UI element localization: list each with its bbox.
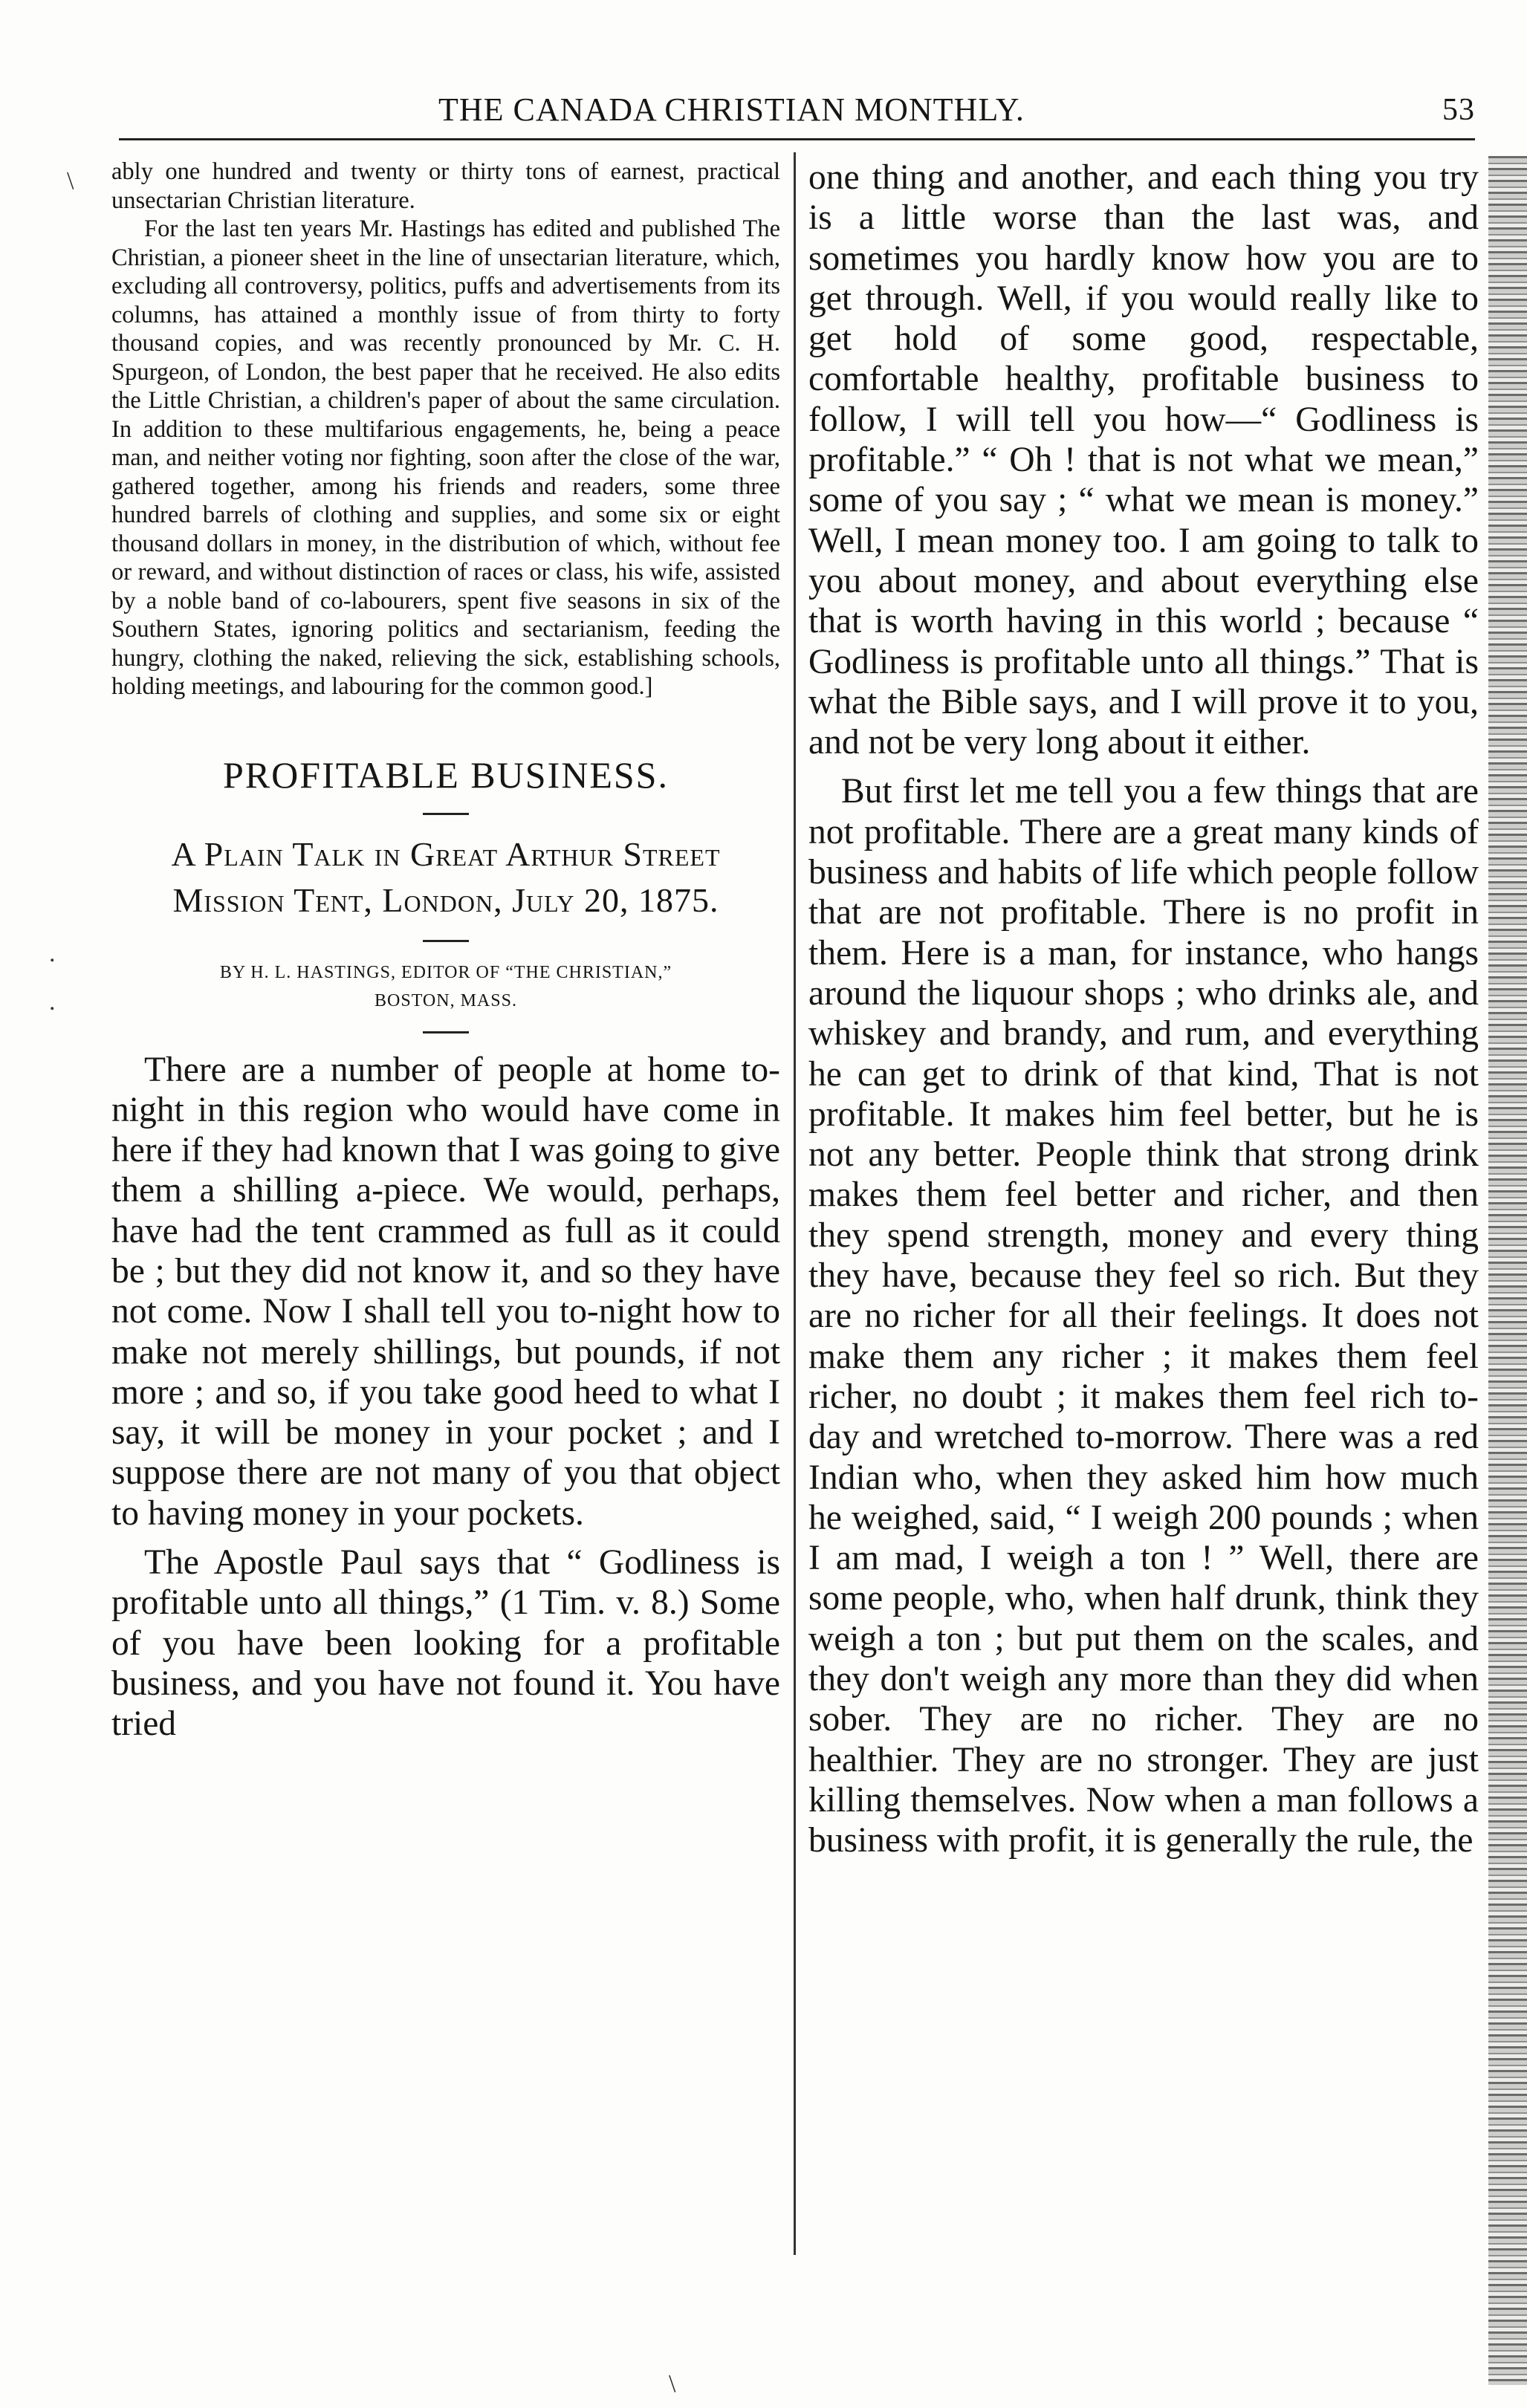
title-rule: [423, 813, 469, 815]
scanned-page-edge: [1488, 156, 1527, 2385]
header-rule: [119, 138, 1475, 140]
right-column: [808, 158, 1479, 1860]
intro-paragraph: For the last ten years Mr. Hastings has edited and published The Christian, a pioneer sheet in the line of unsectarian literature, which, excluding all controversy, politics, puffs and advertisements from its columns, has attained a monthly issue of from thirty to forty thousand copies, and was recently pronounced by Mr. C. H. Spurgeon, of London, the best paper that he received. He also edits the Little Christian, a children's paper of about the same circulation. In addition to these multifarious engagements, he, being a peace man, and neither voting nor fighting, soon after the close of the war, gathered together, among his friends and readers, some three hundred barrels of clothing and supplies, and some six or eight thousand dollars in money, in the distribution of which, without fee or reward, and without distinction of races or class, his wife, assisted by a noble band of co-labourers, spent five seasons in six of the Southern States, ignoring politics and sectarianism, feeding the hungry, clothing the naked, relieving the sick, establishing schools, holding meetings, and labouring for the common good.]: [111, 215, 780, 700]
left-column: [111, 158, 780, 1745]
page-number: 53: [1442, 93, 1475, 127]
margin-mark: .: [49, 940, 56, 967]
running-header: [119, 83, 1475, 135]
body-paragraph: The Apostle Paul says that “ Godliness is profitable unto all things,” (1 Tim. v. 8.) Some of you have been looking for a profitable business, and you have not found it. You have tried: [111, 1543, 780, 1744]
article-byline: BY H. L. HASTINGS, EDITOR OF “THE CHRISTIAN,”: [219, 962, 672, 982]
margin-mark: .: [49, 988, 56, 1016]
subtitle-rule: [423, 940, 469, 942]
intro-paragraph: ably one hundred and twenty or thirty tons of earnest, practical unsectarian Christian literature.: [111, 158, 780, 214]
column-divider: [794, 152, 796, 2255]
margin-mark: \: [67, 167, 74, 195]
body-paragraph: But first let me tell you a few things that are not profitable. There are a great many kinds of business and habits of life which people follow that are not profitable. There is no profit in them. Here is a man, for instance, who hangs around the liquour shops ; who drinks ale, and whiskey and brandy, and rum, and everything he can get to drink of that kind, That is not profitable. It makes him feel better, but he is not any better. People think that strong drink makes them feel better and richer, and then they spend strength, money and every thing they have, because they feel so rich. But they are no richer for all their feelings. It does not make them any richer ; it makes them feel richer, no doubt ; it makes them feel rich to-day and wretched to-morrow. There was a red Indian who, when they asked him how much he weighed, said, “ I weigh 200 pounds ; when I am mad, I weigh a ton ! ” Well, there are some people, who, when half drunk, think they weigh a ton ; but put them on the scales, and they don't weigh any more than they did when sober. They are no richer. They are no healthier. They are no stronger. They are just killing themselves. Now when a man follows a business with profit, it is generally the rule, the: [808, 772, 1479, 1860]
body-paragraph: There are a number of people at home to-night in this region who would have come in here if they had known that I was going to give them a shilling a-piece. We would, perhaps, have had the tent crammed as full as it could be ; but they did not know it, and so they have not come. Now I shall tell you to-night how to make not merely shillings, but pounds, if not more ; and so, if you take good heed to what I say, it will be money in your pocket ; and I suppose there are not many of you that object to having money in your pockets.: [111, 1050, 780, 1533]
article-byline: BOSTON, MASS.: [375, 990, 517, 1010]
journal-title: THE CANADA CHRISTIAN MONTHLY.: [438, 91, 1025, 128]
article-title: PROFITABLE BUSINESS.: [223, 753, 669, 796]
body-paragraph: one thing and another, and each thing you try is a little worse than the last was, and sometimes you hardly know how you are to get through. Well, if you would really like to get hold of some good, respectable, comfortable healthy, profitable business to follow, I will tell you how—“ Godliness is profitable.” “ Oh ! that is not what we mean,” some of you say ; “ what we mean is money.” Well, I mean money too. I am going to talk to you about money, and about everything else that is worth having in this world ; because “ Godliness is profitable unto all things.” That is what the Bible says, and I will prove it to you, and not be very long about it either.: [808, 158, 1479, 762]
article-subtitle: Mission Tent, London, July 20, 1875.: [172, 880, 719, 919]
byline-rule: [423, 1031, 469, 1033]
margin-mark: \: [669, 2370, 676, 2398]
article-subtitle: A Plain Talk in Great Arthur Street: [171, 834, 721, 873]
